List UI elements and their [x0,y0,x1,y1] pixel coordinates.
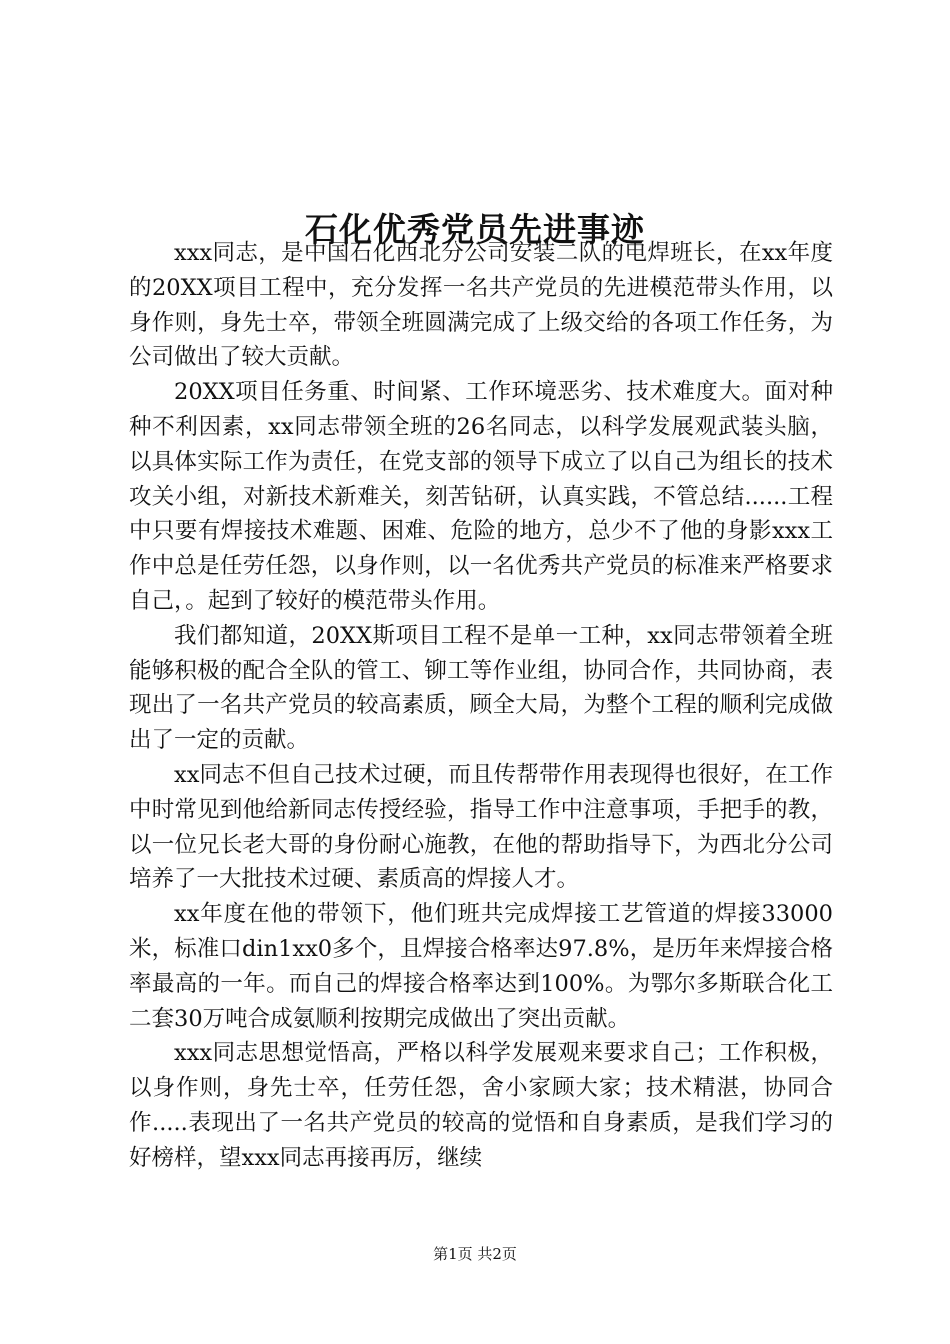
page-number-footer: 第1页 共2页 [433,1245,517,1263]
document-title: 石化优秀党员先进事迹 [305,210,645,250]
document-body [129,236,833,1176]
paragraph-2: 20XX项目任务重、时间紧、工作环境恶劣、技术难度大。面对种种不利因素，xx同志带领全班的26名同志，以科学发展观武装头脑，以具体实际工作为责任，在党支部的领导下成立了以自己为组长的技术攻关小组，对新技术新难关，刻苦钻研，认真实践，不管总结......工程中只要有焊接技术难题、困难、危险的地方，总少不了他的身影xxx工作中总是任劳任怨，以身作则，以一名优秀共产党员的标准来严格要求自己，。起到了较好的模范带头作用。 [129,379,833,614]
paragraph-4: xx同志不但自己技术过硬，而且传帮带作用表现得也很好，在工作中时常见到他给新同志传授经验，指导工作中注意事项，手把手的教，以一位兄长老大哥的身份耐心施教，在他的帮助指导下，为西北分公司培养了一大批技术过硬、素质高的焊接人才。 [129,761,833,893]
paragraph-3: 我们都知道，20XX斯项目工程不是单一工种，xx同志带领着全班能够积极的配合全队的管工、铆工等作业组，协同合作，共同协商，表现出了一名共产党员的较高素质，顾全大局，为整个工程的顺利完成做出了一定的贡献。 [129,622,833,754]
paragraph-5: xx年度在他的带领下，他们班共完成焊接工艺管道的焊接33000米，标准口din1xx0多个，且焊接合格率达97.8%，是历年来焊接合格率最高的一年。而自己的焊接合格率达到100%。为鄂尔多斯联合化工二套30万吨合成氨顺利按期完成做出了突出贡献。 [129,901,833,1032]
paragraph-1: xxx同志，是中国石化西北分公司安装二队的电焊班长，在xx年度的20XX项目工程中，充分发挥一名共产党员的先进模范带头作用，以身作则，身先士卒，带领全班圆满完成了上级交给的各项工作任务，为公司做出了较大贡献。 [129,240,833,371]
paragraph-6: xxx同志思想觉悟高，严格以科学发展观来要求自己；工作积极，以身作则，身先士卒，任劳任怨，舍小家顾大家；技术精湛，协同合作.....表现出了一名共产党员的较高的觉悟和自身素质，是我们学习的好榜样，望xxx同志再接再厉，继续 [129,1040,833,1171]
